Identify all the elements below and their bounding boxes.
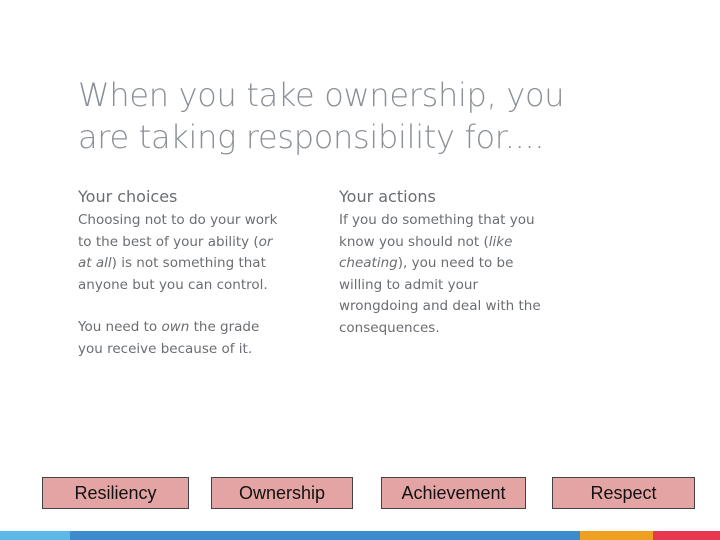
tag-respect: Respect	[552, 477, 695, 509]
footer-color-bar	[0, 531, 720, 540]
footer-segment-orange	[580, 531, 653, 540]
text-line: consequences.	[339, 319, 440, 336]
tag-ownership: Ownership	[211, 477, 353, 509]
text-line: Choosing not to do your work	[78, 212, 278, 228]
column-heading-choices: Your choices	[78, 187, 178, 206]
tag-resiliency: Resiliency	[42, 477, 189, 509]
slide-title-line-1: When you take ownership, you	[78, 76, 565, 114]
right-column	[339, 186, 579, 340]
column-heading-actions: Your actions	[339, 187, 436, 206]
text-line: you receive because of it.	[78, 340, 253, 357]
text-line: cheating), you need to be	[339, 255, 514, 272]
text-line: anyone but you can control.	[78, 276, 268, 293]
text-line: know you should not (like	[339, 233, 513, 250]
text-line: to the best of your ability (or	[78, 233, 273, 250]
slide-title	[78, 74, 678, 158]
left-column	[78, 186, 318, 361]
slide-title-line-2: are taking responsibility for....	[78, 118, 545, 156]
text-line: at all) is not something that	[78, 255, 266, 272]
own-grade-paragraph	[78, 317, 318, 360]
actions-paragraph	[339, 210, 579, 340]
text-line: If you do something that you	[339, 212, 535, 228]
tag-achievement: Achievement	[381, 477, 526, 509]
text-line: wrongdoing and deal with the	[339, 298, 541, 315]
text-line: willing to admit your	[339, 276, 478, 293]
text-line: You need to own the grade	[78, 319, 260, 336]
footer-segment-blue	[70, 531, 580, 540]
footer-segment-red	[653, 531, 720, 540]
choices-paragraph	[78, 210, 318, 296]
footer-segment-light-blue	[0, 531, 70, 540]
